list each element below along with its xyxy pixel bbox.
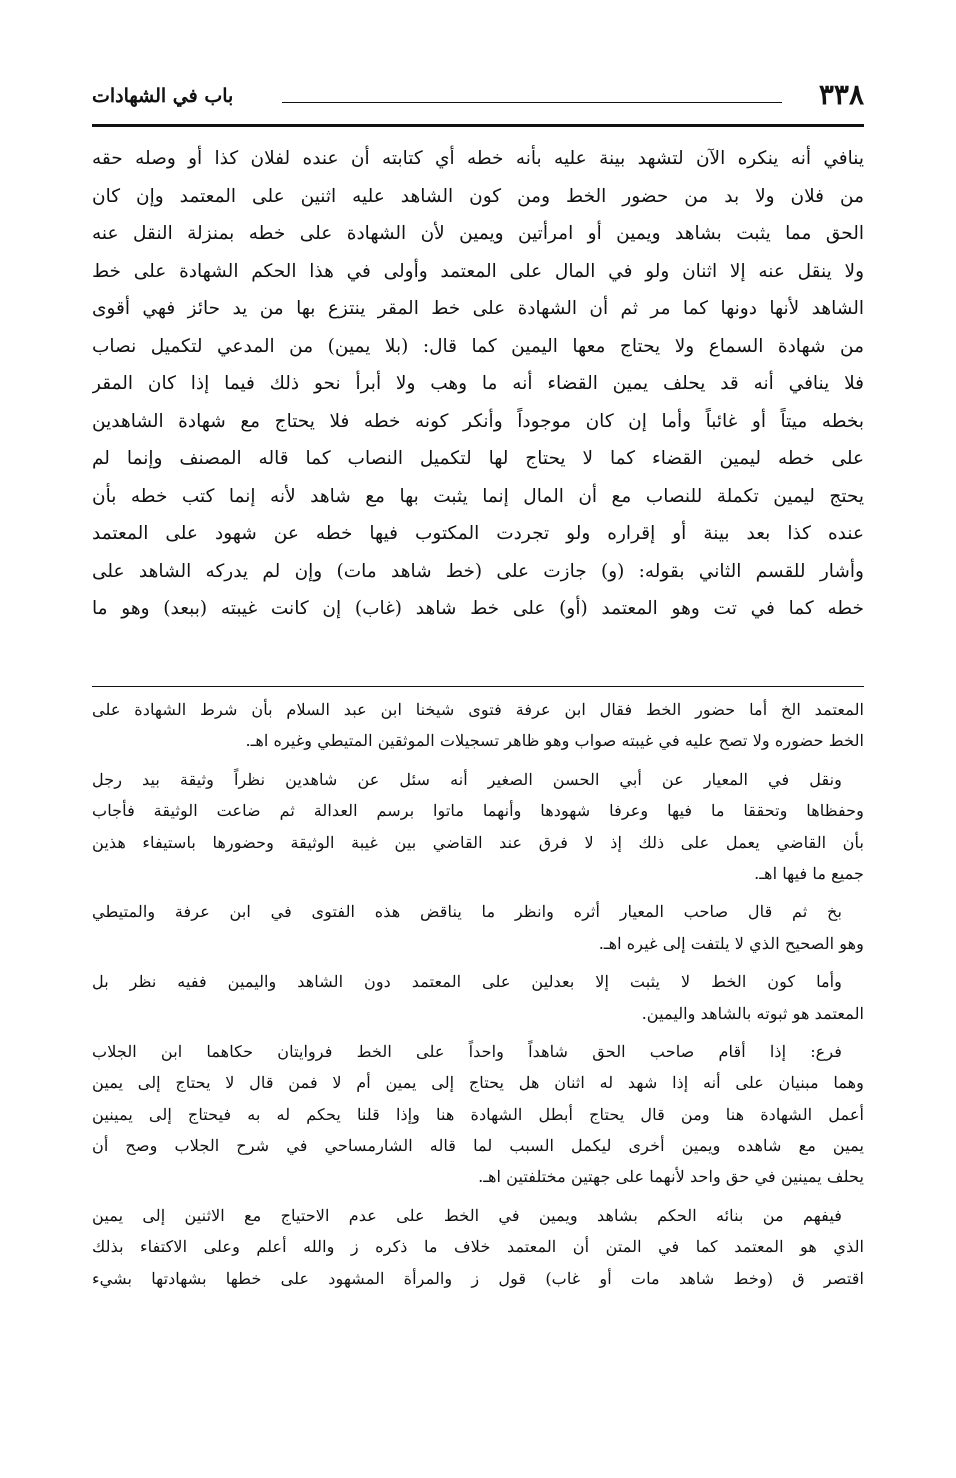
main-line: خطه كما في تت وهو المعتمد (أو) على خط شاهد (غاب) إن كانت غيبته (ببعد) وهو ما — [92, 598, 864, 619]
main-line: ينافي أنه ينكره الآن لتشهد بينة عليه بأنه خطه أي كتابته أن عنده لفلان كذا أو وصله حقه — [92, 148, 864, 169]
footnote-line: وحفظاها وتحققا ما فيها وعرفا شهودها وأنهما ماتوا برسم العدالة ثم ضاعت الوثيقة فأجاب — [92, 801, 864, 821]
footnote-line: الذي هو المعتمد كما في المتن أن المعتمد خلاف ما ذكره ز والله أعلم وعلى الاكتفاء بذلك — [92, 1237, 864, 1257]
footnote-line: يحلف يمينين في حق واحد لأنهما على جهتين مختلفتين اهـ. — [478, 1167, 864, 1187]
footnote-paragraph — [92, 764, 864, 890]
footnote-paragraph — [92, 694, 864, 757]
main-line: على خطه ليمين القضاء كما لا يحتاج لها لتكميل النصاب كما قاله المصنف وإنما لم — [92, 448, 864, 469]
footnote-line: فرع: إذا أقام صاحب الحق شاهداً واحداً على الخط فروايتان حكاهما ابن الجلاب — [92, 1041, 842, 1061]
footnote-paragraph — [92, 1036, 864, 1193]
footnote-line: أعمل الشهادة هنا ومن قال يحتاج أبطل الشهادة هنا وإذا قلنا يحكم له به فيحتاج إلى يمينين — [92, 1104, 864, 1124]
footnote-paragraph — [92, 896, 864, 959]
main-line: وأشار للقسم الثاني بقوله: (و) جازت على (خط شاهد مات) وإن لم يدركه الشاهد على — [92, 560, 864, 582]
header-divider — [282, 102, 782, 103]
footnotes — [92, 694, 864, 1301]
footnote-line: اقتصر ق (وخط شاهد مات أو غاب) قول ز والمرأة المشهود على خطها بشهادتها بشيء — [92, 1268, 864, 1288]
footnote-line: جميع ما فيها اهـ. — [754, 863, 864, 883]
main-text — [92, 140, 864, 628]
footnote-paragraph — [92, 1200, 864, 1294]
footnote-paragraph — [92, 966, 864, 1029]
footnote-line: ونقل في المعيار عن أبي الحسن الصغير أنه سئل عن شاهدين نظراً وثيقة بيد رجل — [92, 769, 842, 789]
main-line: يحتج ليمين تكملة للنصاب مع أن المال إنما يثبت بها مع شاهد لأنه إنما كتب خطه بأن — [92, 485, 864, 507]
footnote-line: يمين مع شاهده ويمين أخرى ليكمل السبب لما قاله الشارمساحي في شرح الجلاب وصح أن — [92, 1136, 864, 1156]
main-line: الشاهد لأنها دونها كما مر ثم أن الشهادة على خط المقر ينتزع بها من يد حائز فهي أقوى — [92, 298, 864, 319]
footnote-line: الخط حضوره ولا تصح عليه في غيبته صواب وهو ظاهر تسجيلات الموثقين المتيطي وغيره اهـ. — [245, 731, 864, 751]
main-line: فلا ينافي أنه قد يحلف يمين القضاء أنه ما وهب ولا أبرأ نحو ذلك فيما إذا كان المقر — [92, 373, 864, 394]
footnote-line: وأما كون الخط لا يثبت إلا بعدلين على المعتمد دون الشاهد واليمين ففيه نظر بل — [92, 972, 842, 992]
footnote-line: بأن القاضي يعمل على ذلك إذ لا فرق عند القاضي بين غيبة الوثيقة وحضورها باستيفاء هذين — [92, 832, 864, 852]
footnote-line: المعتمد هو ثبوته بالشاهد واليمين. — [641, 1003, 864, 1023]
footnote-line: المعتمد الخ أما حضور الخط فقال ابن عرفة فتوى شيخنا ابن عبد السلام بأن شرط الشهادة على — [92, 700, 864, 719]
running-title: باب في الشهادات — [92, 85, 234, 107]
page-header — [92, 78, 864, 122]
main-line: الحق مما يثبت بشاهد ويمين أو امرأتين ويمين لأن الشهادة على خطه بمنزلة النقل عنه — [92, 223, 864, 244]
footnote-divider — [92, 686, 864, 687]
footnote-line: فيفهم من بنائه الحكم بشاهد ويمين في الخط على عدم الاحتياج مع الاثنين إلى يمين — [92, 1205, 842, 1225]
main-line: ولا ينقل عنه إلا اثنان ولو في المال على المعتمد وأولى في هذا الحكم الشهادة على خط — [92, 260, 864, 282]
footnote-line: بخ ثم قال صاحب المعيار أثره وانظر ما يناقض هذه الفتوى في ابن عرفة والمتيطي — [92, 902, 842, 922]
footnote-line: وهو الصحيح الذي لا يلتفت إلى غيره اهـ. — [598, 933, 864, 953]
main-line: من فلان ولا بد من حضور الخط ومن كون الشاهد عليه اثنين على المعتمد وإن كان — [92, 185, 864, 207]
main-line: من شهادة السماع ولا يحتاج معها اليمين كما قال: (بلا يمين) من المدعي لتكميل نصاب — [92, 335, 864, 357]
main-line: عنده كذا بعد بينة أو إقراره ولو تجردت المكتوب فيها خطه عن شهود على المعتمد — [92, 523, 864, 544]
header-rule — [92, 124, 864, 127]
page-number: ٣٣٨ — [818, 78, 864, 111]
footnote-line: وهما مبنيان على أنه إذا شهد له اثنان هل يحتاج إلى يمين أم لا فمن قال لا يحتاج إلى يمين — [92, 1073, 864, 1093]
main-line: بخطه ميتاً أو غائباً وأما إن كان موجوداً وأنكر كونه خطه فلا يحتاج مع شهادة الشاهدين — [92, 410, 864, 432]
